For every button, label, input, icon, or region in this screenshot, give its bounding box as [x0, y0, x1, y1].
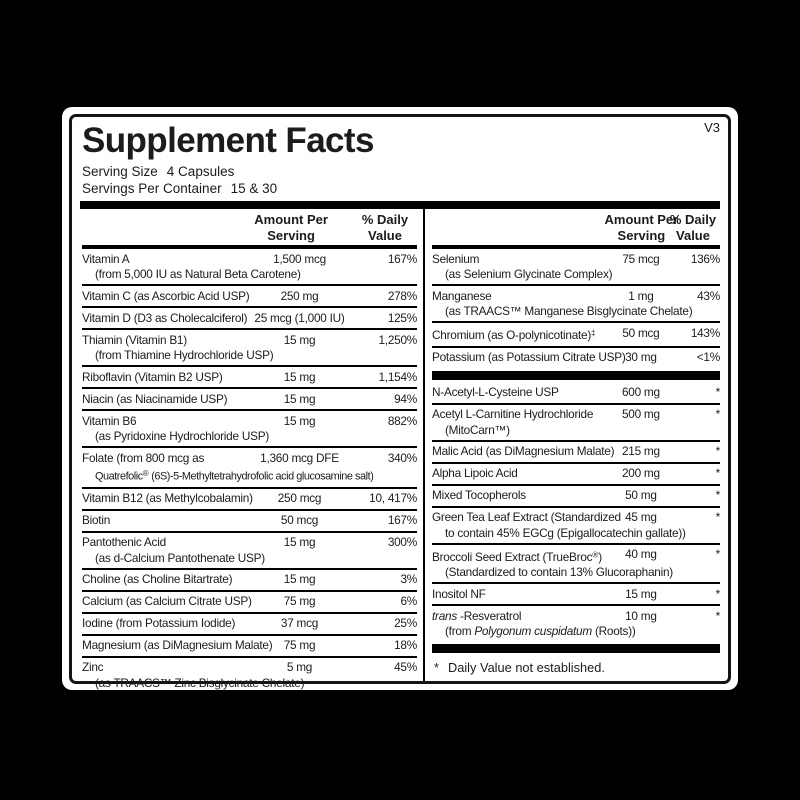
- table-row: [432, 284, 720, 321]
- ingredient-name: Niacin (as Niacinamide USP): [82, 391, 228, 406]
- ingredient-detail: (from 5,000 IU as Natural Beta Carotene): [95, 267, 301, 282]
- amount-value: 15 mg: [283, 332, 316, 347]
- row-main-line: [82, 451, 417, 467]
- daily-value: 136%: [690, 251, 720, 266]
- ingredient-name: Alpha Lipoic Acid: [432, 466, 518, 481]
- ingredient-name: Zinc: [82, 660, 104, 675]
- ingredient-name: Vitamin C (as Ascorbic Acid USP): [82, 288, 250, 303]
- ingredient-name: Vitamin B12 (as Methylcobalamin): [82, 491, 253, 506]
- servings-label: Servings Per Container: [82, 181, 222, 197]
- daily-value: 10, 417%: [369, 491, 417, 506]
- daily-value: 25%: [394, 616, 417, 631]
- row-main-line: [432, 252, 720, 268]
- amount-value: 15 mg: [283, 413, 316, 428]
- servings-per-container-line: [82, 180, 718, 197]
- footnote-divider-bar: [432, 644, 720, 653]
- table-row: [82, 328, 417, 365]
- table-row: [82, 409, 417, 446]
- daily-value: *: [715, 407, 720, 422]
- ingredient-name: Vitamin A: [82, 251, 130, 266]
- ingredient-name: [432, 609, 521, 623]
- page-title: Supplement Facts: [82, 121, 374, 160]
- text-segment: Chromium (as O-polynicotinate): [432, 328, 592, 343]
- amount-value: 250 mg: [280, 288, 319, 303]
- right-column-header: [432, 209, 720, 249]
- ingredient-name: Acetyl L-Carnitine Hydrochloride: [432, 407, 594, 422]
- daily-value: 94%: [394, 391, 417, 406]
- ingredient-name: Calcium (as Calcium Citrate USP): [82, 594, 252, 609]
- ingredient-name: Iodine (from Potassium Iodide): [82, 616, 236, 631]
- amount-value: 5 mg: [286, 660, 313, 675]
- ingredient-name: Magnesium (as DiMagnesium Malate): [82, 638, 273, 653]
- amount-value: 15 mg: [283, 572, 316, 587]
- table-row: [432, 582, 720, 604]
- daily-value: 6%: [400, 594, 417, 609]
- table-row: [432, 346, 720, 368]
- row-main-line: [82, 638, 417, 654]
- daily-value: 45%: [394, 660, 417, 675]
- row-main-line: [432, 407, 720, 423]
- left-column: [80, 209, 425, 690]
- amount-value: 50 mcg: [280, 513, 319, 528]
- daily-value: 340%: [387, 450, 417, 465]
- amount-value: 10 mg: [625, 608, 657, 623]
- row-main-line: [432, 326, 720, 344]
- ingredient-detail: (Standardized to contain 13% Glucoraphanin): [445, 565, 673, 580]
- italic-text: Polygonum cuspidatum: [474, 624, 592, 639]
- text-segment: -Resveratrol: [456, 608, 522, 623]
- ingredient-detail: (as d-Calcium Pantothenate USP): [95, 550, 265, 565]
- ingredient-table-other: [432, 383, 720, 642]
- table-row: [82, 249, 417, 284]
- amount-value: 1 mg: [628, 288, 654, 303]
- daily-value-header: % Daily Value: [669, 212, 717, 244]
- ingredient-name: Pantothenic Acid: [82, 535, 166, 550]
- serving-info: [82, 163, 718, 197]
- row-main-line: [82, 333, 417, 349]
- daily-value: 43%: [697, 288, 720, 303]
- row-main-line: [82, 370, 417, 386]
- table-row: [432, 249, 720, 284]
- text-segment: (6S)-5-Methyltetrahydrofolic acid glucosamine salt): [148, 470, 374, 483]
- row-main-line: [432, 609, 720, 625]
- daily-value: *: [715, 444, 720, 459]
- ingredient-name: Biotin: [82, 513, 111, 528]
- table-row: [432, 462, 720, 484]
- daily-value: 278%: [387, 288, 417, 303]
- ingredient-name: Folate (from 800 mcg as: [82, 450, 205, 465]
- row-main-line: [432, 547, 720, 565]
- daily-value: 300%: [387, 535, 417, 550]
- row-main-line: [82, 252, 417, 268]
- row-main-line: [82, 616, 417, 632]
- row-main-line: [82, 572, 417, 588]
- table-row: [82, 634, 417, 656]
- daily-value: 167%: [387, 251, 417, 266]
- row-main-line: [82, 414, 417, 430]
- ingredient-detail: [82, 466, 417, 485]
- row-main-line: [82, 392, 417, 408]
- daily-value: 143%: [690, 325, 720, 340]
- ingredient-name: Mixed Tocopherols: [432, 488, 526, 503]
- row-main-line: [432, 289, 720, 305]
- table-row: [432, 484, 720, 506]
- row-main-line: [432, 444, 720, 460]
- ingredient-name: N-Acetyl-L-Cysteine USP: [432, 385, 559, 400]
- row-main-line: [82, 491, 417, 507]
- table-row: [82, 612, 417, 634]
- daily-value: 18%: [394, 638, 417, 653]
- table-row: [432, 440, 720, 462]
- table-row: [82, 656, 417, 695]
- amount-value: 40 mg: [625, 547, 657, 562]
- ingredient-detail: [432, 624, 720, 639]
- row-main-line: [432, 350, 720, 366]
- table-row: [432, 321, 720, 346]
- table-row: [82, 387, 417, 409]
- amount-header: Amount Per Serving: [604, 212, 679, 244]
- daily-value: *: [715, 385, 720, 400]
- amount-value: 15 mg: [283, 535, 316, 550]
- italic-text: trans: [432, 608, 457, 623]
- daily-value: 1,154%: [378, 369, 417, 384]
- table-row: [82, 446, 417, 487]
- table-row: [432, 543, 720, 583]
- text-segment: (from: [445, 624, 475, 639]
- ingredient-name: Thiamin (Vitamin B1): [82, 332, 187, 347]
- amount-value: 1,360 mcg DFE: [260, 450, 339, 465]
- table-row: [432, 604, 720, 641]
- ingredient-detail: (as TRAACS™ Manganese Bisglycinate Chelate): [445, 304, 693, 319]
- amount-value: 15 mg: [625, 586, 657, 601]
- label-header: [80, 120, 720, 197]
- row-main-line: [82, 311, 417, 327]
- footnote: [432, 656, 720, 675]
- ingredient-name: Selenium: [432, 251, 480, 266]
- row-main-line: [82, 513, 417, 529]
- amount-value: 50 mg: [625, 488, 657, 503]
- row-main-line: [82, 535, 417, 551]
- daily-value: 882%: [387, 413, 417, 428]
- daily-value: *: [715, 466, 720, 481]
- row-main-line: [82, 594, 417, 610]
- amount-value: 37 mcg: [280, 616, 319, 631]
- ingredient-name: [432, 328, 595, 342]
- daily-value: <1%: [696, 350, 720, 365]
- table-row: [82, 284, 417, 306]
- row-main-line: [82, 289, 417, 305]
- ingredient-detail: (as Pyridoxine Hydrochloride USP): [95, 429, 270, 444]
- ingredient-detail: (from Thiamine Hydrochloride USP): [95, 348, 274, 363]
- amount-value: 50 mcg: [622, 325, 660, 340]
- ingredient-name: Green Tea Leaf Extract (Standardized: [432, 510, 621, 525]
- amount-value: 600 mg: [621, 385, 660, 400]
- ingredient-name: Vitamin B6: [82, 413, 137, 428]
- amount-value: 500 mg: [621, 407, 660, 422]
- footnote-text: Daily Value not established.: [447, 660, 605, 676]
- amount-header: Amount Per Serving: [254, 212, 328, 244]
- superscript-mark: ®: [592, 550, 599, 560]
- amount-value: 25 mcg (1,000 IU): [254, 310, 345, 325]
- amount-value: 200 mg: [621, 466, 660, 481]
- table-row: [82, 531, 417, 568]
- row-main-line: [432, 587, 720, 603]
- text-segment: (Roots)): [591, 624, 636, 639]
- table-row: [432, 383, 720, 403]
- table-row: [432, 506, 720, 543]
- text-segment: Broccoli Seed Extract (TrueBroc: [432, 549, 593, 564]
- daily-value: *: [715, 586, 720, 601]
- table-row: [82, 509, 417, 531]
- daily-value: *: [715, 510, 720, 525]
- text-segment: Quatrefolic: [95, 470, 143, 483]
- amount-value: 30 mg: [625, 350, 657, 365]
- amount-value: 215 mg: [621, 444, 660, 459]
- ingredient-name: Inositol NF: [432, 586, 486, 601]
- ingredient-name: Choline (as Choline Bitartrate): [82, 572, 233, 587]
- serving-size-line: [82, 163, 718, 180]
- daily-value: *: [715, 608, 720, 623]
- row-main-line: [432, 510, 720, 526]
- columns: [80, 209, 720, 690]
- row-main-line: [82, 660, 417, 676]
- row-main-line: [432, 466, 720, 482]
- daily-value: 167%: [387, 513, 417, 528]
- ingredient-name: Vitamin D (D3 as Cholecalciferol): [82, 310, 248, 325]
- label-panel: [62, 107, 738, 690]
- header-divider-bar: [80, 201, 720, 209]
- row-main-line: [432, 385, 720, 401]
- ingredient-name: Manganese: [432, 288, 492, 303]
- superscript-mark: ®: [142, 469, 149, 479]
- right-column: [425, 209, 720, 681]
- daily-value: *: [715, 488, 720, 503]
- row-main-line: [432, 488, 720, 504]
- amount-value: 1,500 mcg: [273, 251, 326, 266]
- supplement-facts-label: [69, 114, 731, 690]
- daily-value-header: % Daily Value: [361, 212, 409, 244]
- section-divider-bar: [432, 371, 720, 380]
- daily-value: *: [715, 547, 720, 562]
- ingredient-name: [432, 550, 602, 564]
- ingredient-name: Riboflavin (Vitamin B2 USP): [82, 369, 223, 384]
- amount-value: 75 mg: [283, 594, 316, 609]
- version-tag: V3: [704, 120, 720, 135]
- amount-value: 15 mg: [283, 369, 316, 384]
- ingredient-detail: (as Selenium Glycinate Complex): [445, 267, 613, 282]
- servings-value: 15 & 30: [230, 181, 278, 197]
- table-row: [82, 487, 417, 509]
- serving-size-value: 4 Capsules: [166, 164, 235, 180]
- daily-value: 1,250%: [378, 332, 417, 347]
- text-segment: ): [598, 549, 602, 564]
- table-row: [432, 403, 720, 440]
- amount-value: 250 mcg: [277, 491, 322, 506]
- superscript-mark: ‡: [591, 328, 596, 338]
- ingredient-table-minerals: [432, 249, 720, 368]
- ingredient-detail: to contain 45% EGCg (Epigallocatechin gallate)): [445, 525, 686, 540]
- daily-value: 3%: [400, 572, 417, 587]
- table-row: [82, 365, 417, 387]
- daily-value: 125%: [387, 310, 417, 325]
- table-row: [82, 568, 417, 590]
- table-row: [82, 306, 417, 328]
- ingredient-name: Potassium (as Potassium Citrate USP): [432, 350, 626, 365]
- ingredient-detail: (MitoCarn™): [445, 422, 510, 437]
- ingredient-name: Malic Acid (as DiMagnesium Malate): [432, 444, 615, 459]
- left-column-header: [82, 209, 417, 249]
- amount-value: 45 mg: [625, 510, 657, 525]
- amount-value: 15 mg: [283, 391, 316, 406]
- amount-value: 75 mg: [283, 638, 316, 653]
- ingredient-table-left: [82, 249, 417, 695]
- ingredient-detail: (as TRAACS™ Zinc Bisglycinate Chelate): [95, 675, 305, 690]
- table-row: [82, 590, 417, 612]
- amount-value: 75 mcg: [622, 251, 660, 266]
- footnote-star: *: [434, 660, 439, 676]
- serving-size-label: Serving Size: [82, 164, 158, 180]
